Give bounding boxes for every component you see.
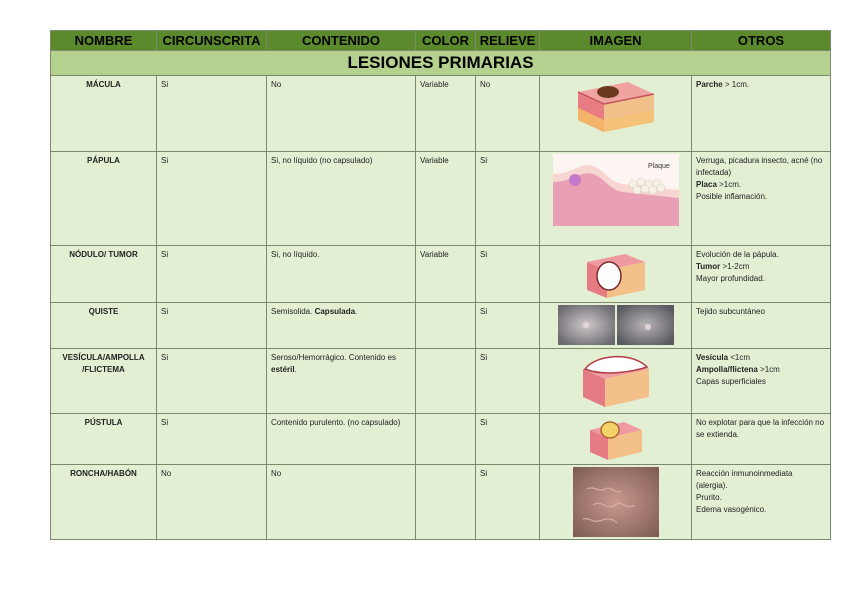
otros-line: Evolución de la pápula. <box>696 250 779 259</box>
lesions-table <box>50 30 831 540</box>
contenido-cell: Si, no líquido (no capsulado) <box>267 152 416 246</box>
relieve-cell: Si <box>476 303 540 349</box>
circunscrita-cell: Si <box>157 76 267 152</box>
color-cell <box>416 465 476 540</box>
contenido-cell: Contenido purulento. (no capsulado) <box>267 414 416 465</box>
color-cell: Variable <box>416 76 476 152</box>
plaque-label: Plaque <box>647 163 670 170</box>
otros-line: Prurito. <box>696 493 722 502</box>
contenido-cell: No <box>267 465 416 540</box>
table-row <box>51 465 831 540</box>
circunscrita-cell: Si <box>157 246 267 303</box>
color-cell: Variable <box>416 152 476 246</box>
relieve-cell: Si <box>476 414 540 465</box>
cyst-image <box>540 303 692 349</box>
table-row <box>51 152 831 246</box>
otros-cell <box>692 349 831 414</box>
pustule-illustration <box>588 416 644 462</box>
header-imagen: IMAGEN <box>540 31 692 51</box>
header-relieve: RELIEVE <box>476 31 540 51</box>
otros-line: Placa >1cm. <box>696 180 742 189</box>
relieve-cell: Si <box>476 349 540 414</box>
otros-cell <box>692 76 831 152</box>
otros-cell <box>692 465 831 540</box>
papula-plaque-illustration <box>553 154 679 226</box>
circunscrita-cell: Si <box>157 303 267 349</box>
header-contenido: CONTENIDO <box>267 31 416 51</box>
contenido-cell: No <box>267 76 416 152</box>
header-nombre: NOMBRE <box>51 31 157 51</box>
section-banner-row <box>51 51 831 76</box>
header-row <box>51 31 831 51</box>
otros-line: Tumor >1-2cm <box>696 262 750 271</box>
header-circunscrita: CIRCUNSCRITA <box>157 31 267 51</box>
otros-cell <box>692 246 831 303</box>
otros-line: Reacción inmunoinmediata (alergia). <box>696 469 793 490</box>
header-otros: OTROS <box>692 31 831 51</box>
relieve-cell: Si <box>476 465 540 540</box>
otros-line: Vesícula <1cm <box>696 353 751 362</box>
otros-line: Posible inflamación. <box>696 192 768 201</box>
relieve-cell: Si <box>476 152 540 246</box>
table-row <box>51 414 831 465</box>
otros-line: Verruga, picadura insecto, acné (no infectada) <box>696 156 823 177</box>
lesion-name: VESÍCULA/AMPOLLA /FLICTEMA <box>51 349 157 414</box>
table-row <box>51 246 831 303</box>
vesicle-image <box>540 349 692 414</box>
color-cell <box>416 349 476 414</box>
lesion-name: PÁPULA <box>51 152 157 246</box>
table-row <box>51 349 831 414</box>
color-cell <box>416 414 476 465</box>
lesion-name: PÚSTULA <box>51 414 157 465</box>
lesion-name: RONCHA/HABÓN <box>51 465 157 540</box>
header-color: COLOR <box>416 31 476 51</box>
section-title: LESIONES PRIMARIAS <box>51 51 831 76</box>
otros-cell <box>692 152 831 246</box>
lesion-name: QUISTE <box>51 303 157 349</box>
table-row <box>51 76 831 152</box>
color-cell: Variable <box>416 246 476 303</box>
cyst-photo <box>558 305 674 345</box>
nodule-image <box>540 246 692 303</box>
pustule-image <box>540 414 692 465</box>
nodule-skin-illustration <box>585 248 647 300</box>
color-cell <box>416 303 476 349</box>
macula-image <box>540 76 692 152</box>
otros-line: Ampolla/flictena >1cm <box>696 365 780 374</box>
papula-image <box>540 152 692 246</box>
otros-cell: Tejido subcuntáneo <box>692 303 831 349</box>
macula-skin-illustration <box>574 78 658 148</box>
otros-line: Capas superficiales <box>696 377 766 386</box>
otros-line: Edema vasogénico. <box>696 505 767 514</box>
otros-cell: No explotar para que la infección no se extienda. <box>692 414 831 465</box>
wheal-photo <box>573 467 659 537</box>
contenido-cell: Semisolida. Capsulada. <box>267 303 416 349</box>
relieve-cell: No <box>476 76 540 152</box>
otros-text: > 1cm. <box>722 80 750 89</box>
contenido-cell: Si, no líquido. <box>267 246 416 303</box>
circunscrita-cell: Si <box>157 349 267 414</box>
lesion-name: MÁCULA <box>51 76 157 152</box>
wheal-image <box>540 465 692 540</box>
contenido-cell: Seroso/Hemorrágico. Contenido es estéril. <box>267 349 416 414</box>
relieve-cell: Si <box>476 246 540 303</box>
vesicle-illustration <box>581 351 651 411</box>
circunscrita-cell: No <box>157 465 267 540</box>
circunscrita-cell: Si <box>157 414 267 465</box>
lesion-name: NÓDULO/ TUMOR <box>51 246 157 303</box>
otros-line: Mayor profundidad. <box>696 274 765 283</box>
table-row <box>51 303 831 349</box>
otros-bold: Parche <box>696 80 723 89</box>
circunscrita-cell: Si <box>157 152 267 246</box>
